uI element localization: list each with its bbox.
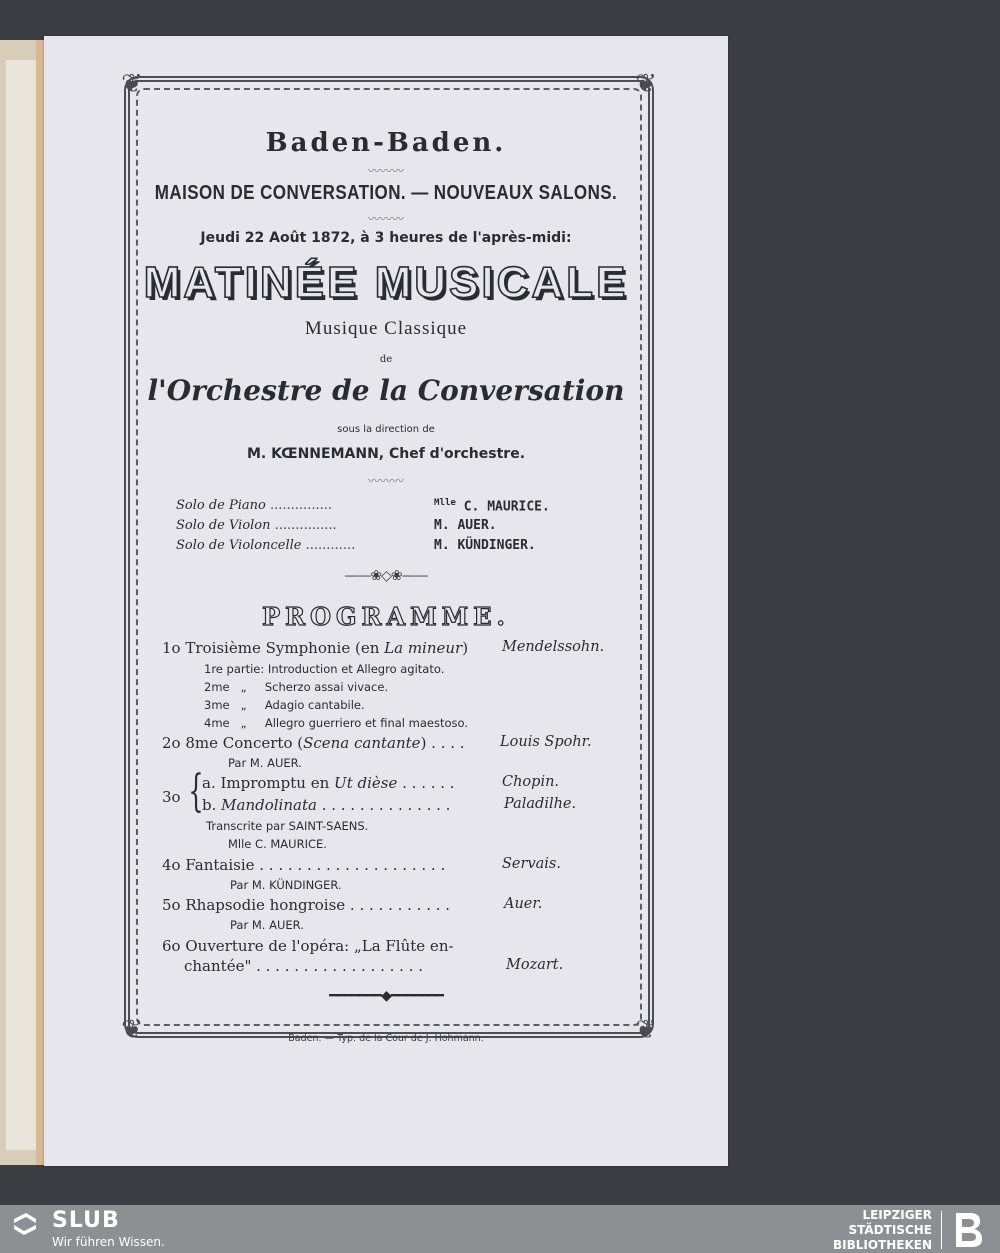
divider-squiggle: 〰〰〰: [367, 164, 404, 178]
performer-line: Par M. AUER.: [228, 756, 302, 770]
subtitle: Musique Classique: [304, 318, 468, 339]
corner-flourish-icon: ❦: [121, 69, 143, 99]
corner-flourish-icon: ❦: [635, 69, 657, 99]
programme-item-6-line2: chantée" . . . . . . . . . . . . . . . . . .: [184, 957, 423, 975]
de-connector: de: [379, 354, 393, 365]
soloist-row: Solo de Piano ............... $^{Mlle}$ C. MAURICE.: [176, 498, 550, 515]
performer-line: Par M. AUER.: [230, 918, 304, 932]
corner-flourish-icon: ❦: [635, 1015, 657, 1045]
composer-name: Mendelssohn.: [502, 639, 605, 655]
page-fold: [6, 60, 38, 1150]
programme-item-3-number: 3o: [162, 788, 181, 806]
slub-name: SLUB: [52, 1208, 120, 1233]
performer-line: Mlle C. MAURICE.: [228, 837, 327, 851]
slub-tagline: Wir führen Wissen.: [52, 1235, 165, 1249]
programme-item-3b: b. Mandolinata . . . . . . . . . . . . . .: [202, 796, 451, 814]
movement-line: 2me „ Scherzo assai vivace.: [204, 680, 389, 694]
orchestra-name: l'Orchestre de la Conversation: [147, 374, 625, 407]
composer-name: Mozart.: [506, 957, 564, 973]
programme-item-6-line1: 6o Ouverture de l'opéra: „La Flûte en-: [162, 937, 454, 955]
brace-icon: {: [188, 766, 204, 817]
programme-item-3a: a. Impromptu en Ut dièse . . . . . .: [202, 774, 455, 792]
soloist-row: Solo de Violoncelle ............ M. KÜNDINGER.: [176, 538, 536, 553]
composer-name: Paladilhe.: [504, 796, 577, 812]
transcription-line: Transcrite par SAINT-SAENS.: [206, 819, 369, 833]
conductor-line: M. KŒNNEMANN, Chef d'orchestre.: [246, 446, 526, 462]
composer-name: Chopin.: [502, 774, 560, 790]
composer-name: Louis Spohr.: [500, 734, 592, 750]
movement-line: 3me „ Adagio cantabile.: [204, 698, 365, 712]
programme-item-5: 5o Rhapsodie hongroise . . . . . . . . . . .: [162, 896, 451, 914]
date-line: Jeudi 22 Août 1872, à 3 heures de l'après-midi:: [200, 230, 572, 246]
viewer-footer-bar: [0, 1205, 1000, 1253]
programme-item-4: 4o Fantaisie . . . . . . . . . . . . . . . . . . . .: [162, 856, 446, 874]
slub-logo-icon: [12, 1211, 38, 1237]
divider-squiggle: 〰〰〰: [367, 212, 404, 226]
programme-heading: PROGRAMME.: [262, 602, 510, 631]
divider-squiggle: 〰〰〰: [367, 474, 404, 488]
leipzig-library-logo-icon: [950, 1209, 990, 1251]
corner-flourish-icon: ❦: [121, 1015, 143, 1045]
performer-line: Par M. KÜNDINGER.: [230, 878, 342, 892]
concert-programme-page: [44, 36, 728, 1166]
movement-line: 4me „ Allegro guerriero et final maestoso.: [204, 716, 468, 730]
programme-item-1: 1o Troisième Symphonie (en La mineur): [162, 639, 469, 657]
movement-line: 1re partie: Introduction et Allegro agitato.: [204, 662, 445, 676]
composer-name: Servais.: [502, 856, 561, 872]
divider-ornament-icon: ——❀◇❀——: [344, 568, 428, 584]
soloist-row: Solo de Violon ............... M. AUER.: [176, 518, 497, 533]
programme-item-2: 2o 8me Concerto (Scena cantante) . . . .: [162, 734, 465, 752]
city-heading: Baden-Baden.: [265, 128, 507, 158]
printer-imprint: Baden. — Typ. de la Cour de J. Hohmann.: [288, 1033, 484, 1044]
footer-separator: [941, 1211, 942, 1249]
chain-border-inner: [136, 88, 642, 1026]
direction-line: sous la direction de: [337, 424, 435, 435]
venue-heading: MAISON DE CONVERSATION. — NOUVEAUX SALONS.: [154, 182, 618, 204]
leipzig-library-name: LEIPZIGER STÄDTISCHE BIBLIOTHEKEN: [832, 1208, 932, 1252]
main-title: MATINÉE MUSICALE: [143, 258, 629, 307]
composer-name: Auer.: [504, 896, 543, 912]
end-rule-icon: ━━━━━━━◆━━━━━━━: [329, 988, 443, 1004]
